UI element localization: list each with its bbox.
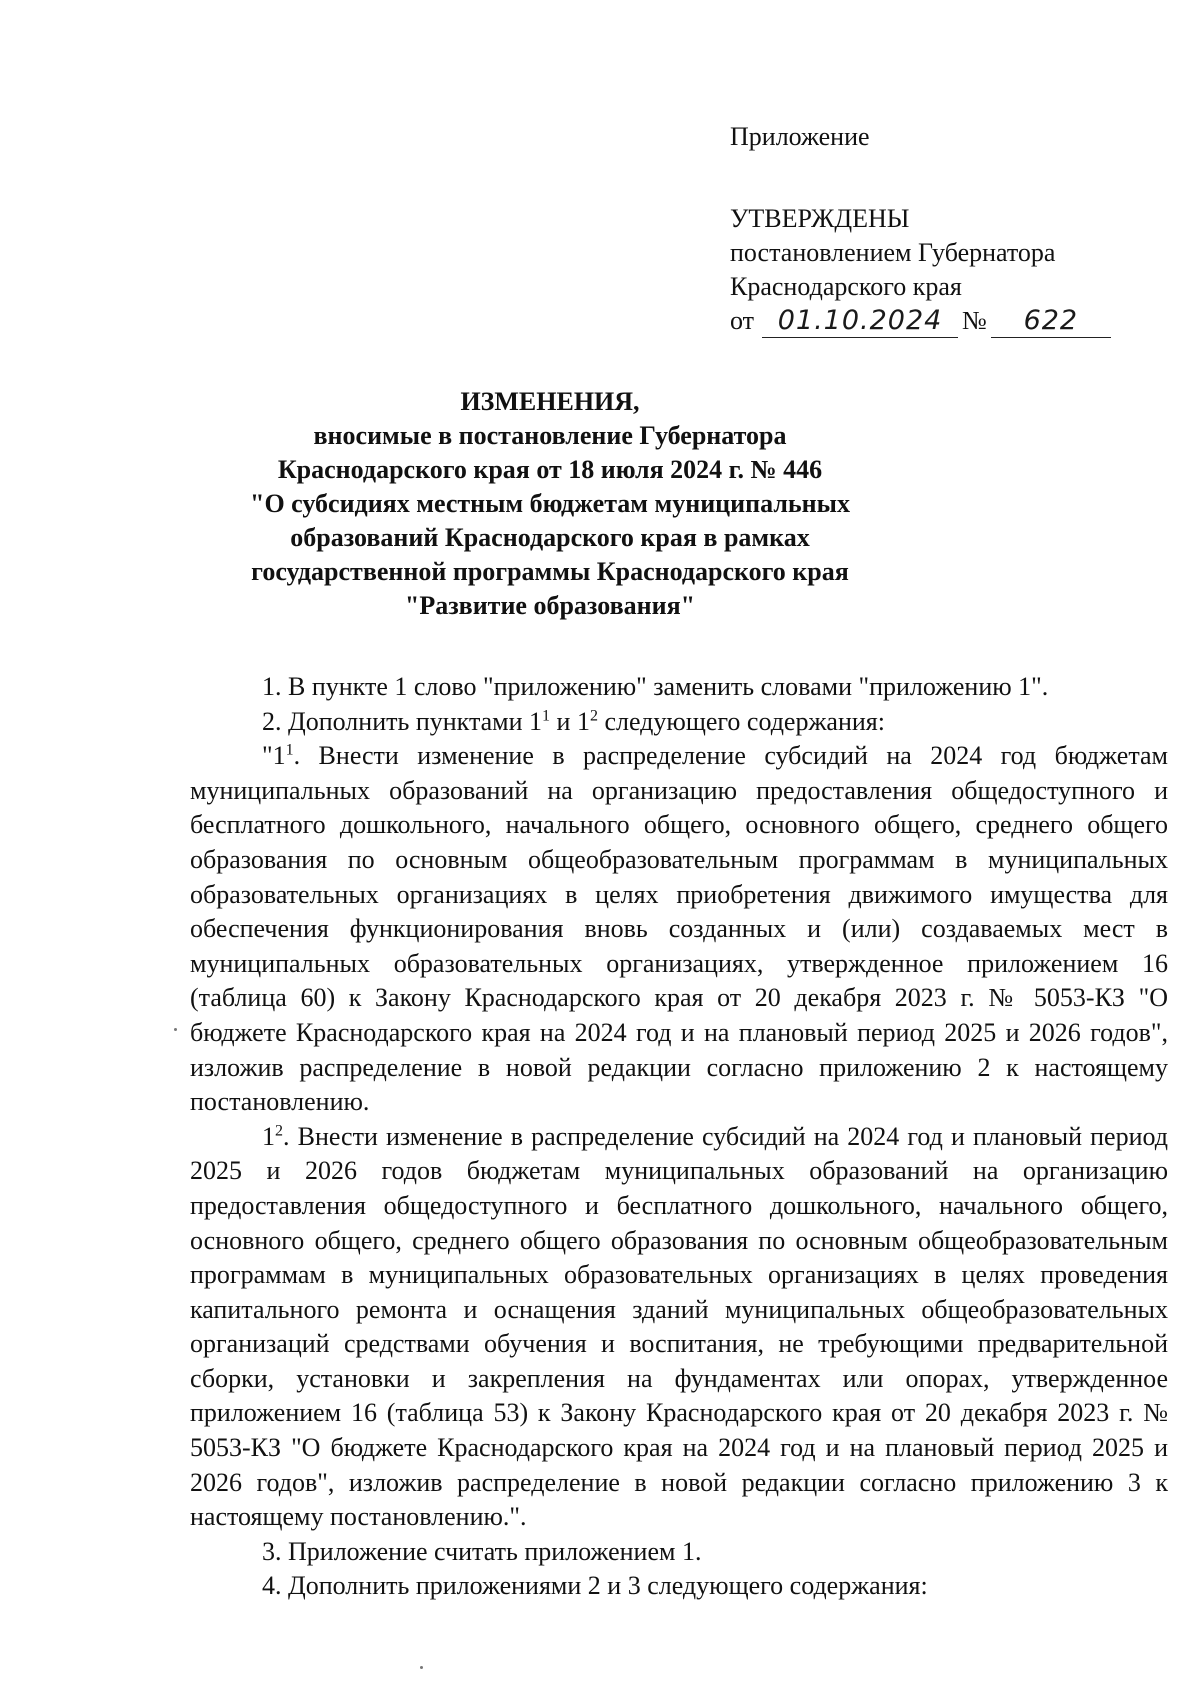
paragraph-2 — [190, 705, 1168, 740]
date-field — [762, 305, 958, 338]
title-line-3: Краснодарского края от 18 июля 2024 г. № 446 — [277, 455, 823, 484]
title-line-4: "О субсидиях местным бюджетам муниципальных — [250, 489, 850, 518]
p4-superscript: 2 — [275, 1122, 283, 1140]
paragraph-1-1 — [190, 739, 1168, 1120]
p4-text-a: 1 — [262, 1121, 275, 1151]
approved-by-line-1: постановлением Губернатора — [730, 238, 1056, 267]
approved-label: УТВЕРЖДЕНЫ — [730, 204, 910, 233]
title-line-5: образований Краснодарского края в рамках — [290, 523, 810, 552]
handwritten-number: 622 — [1023, 305, 1079, 336]
number-sign: № — [962, 306, 987, 335]
scan-speck — [420, 1666, 423, 1669]
p2-text-a: 2. Дополнить пунктами 1 — [262, 706, 543, 736]
title-line-2: вносимые в постановление Губернатора — [313, 421, 787, 450]
scan-speck — [174, 1028, 177, 1031]
paragraph-4: 4. Дополнить приложениями 2 и 3 следующего содержания: — [262, 1571, 928, 1601]
title-line-7: "Развитие образования" — [404, 591, 696, 620]
approval-block — [730, 120, 1111, 338]
handwritten-date: 01.10.2024 — [777, 305, 943, 336]
paragraph-3: 3. Приложение считать приложением 1. — [262, 1536, 702, 1566]
document-title — [190, 385, 910, 623]
annex-label: Приложение — [730, 122, 870, 151]
p2-text-b: и 1 — [550, 706, 590, 736]
paragraph-1: 1. В пункте 1 слово "приложению" заменить словами "приложению 1". — [262, 672, 1049, 701]
number-field — [991, 305, 1111, 338]
title-line-1: ИЗМЕНЕНИЯ, — [460, 387, 640, 416]
p2-superscript-1: 1 — [542, 706, 551, 724]
paragraph-1-2 — [190, 1120, 1168, 1535]
p3-text-a: "1 — [262, 741, 286, 771]
p3-text-b: . Внести изменение в распределение субсидий на 2024 год бюджетам муниципальных образований на организацию предоставления общедоступного и бесплатного дошкольного, начального общего, основного общего, среднего общего образования по основным общеобразовательным программам в муниципальных образовательных организациях в целях приобретения движимого имущества для обеспечения функционирования вновь созданных и (или) создаваемых мест в муниципальных образовательных организациях, утвержденное приложением 16 (таблица 60) к Закону Краснодарского края от 20 декабря 2023 г. № 5053-КЗ "О бюджете Краснодарского края на 2024 год и на плановый период 2025 и 2026 годов", изложив распределение в новой редакции согласно приложению 2 к настоящему постановлению. — [190, 741, 1168, 1117]
date-prefix: от — [730, 306, 755, 335]
p4-text-b: . Внести изменение в распределение субсидий на 2024 год и плановый период 2025 и 2026 годов бюджетам муниципальных образований на организацию предоставления общедоступного и бесплатного дошкольного, начального общего, основного общего, среднего общего образования по основным общеобразовательным программам в муниципальных образовательных организациях в целях проведения капитального ремонта и оснащения зданий муниципальных общеобразовательных организаций средствами обучения и воспитания, не требующими предварительной сборки, установки и закрепления на фундаментах или опорах, утвержденное приложением 16 (таблица 53) к Закону Краснодарского края от 20 декабря 2023 г. № 5053-КЗ "О бюджете Краснодарского края на 2024 год и на плановый период 2025 и 2026 годов", изложив распределение в новой редакции согласно приложению 3 к настоящему постановлению.". — [190, 1121, 1168, 1532]
document-body — [190, 670, 1168, 1604]
date-number-line — [730, 304, 1111, 338]
approved-by-line-2: Краснодарского края — [730, 272, 962, 301]
p3-superscript: 1 — [285, 741, 294, 759]
title-line-6: государственной программы Краснодарского края — [251, 557, 849, 586]
p2-text-c: следующего содержания: — [597, 706, 885, 736]
p2-superscript-2: 2 — [589, 706, 598, 724]
